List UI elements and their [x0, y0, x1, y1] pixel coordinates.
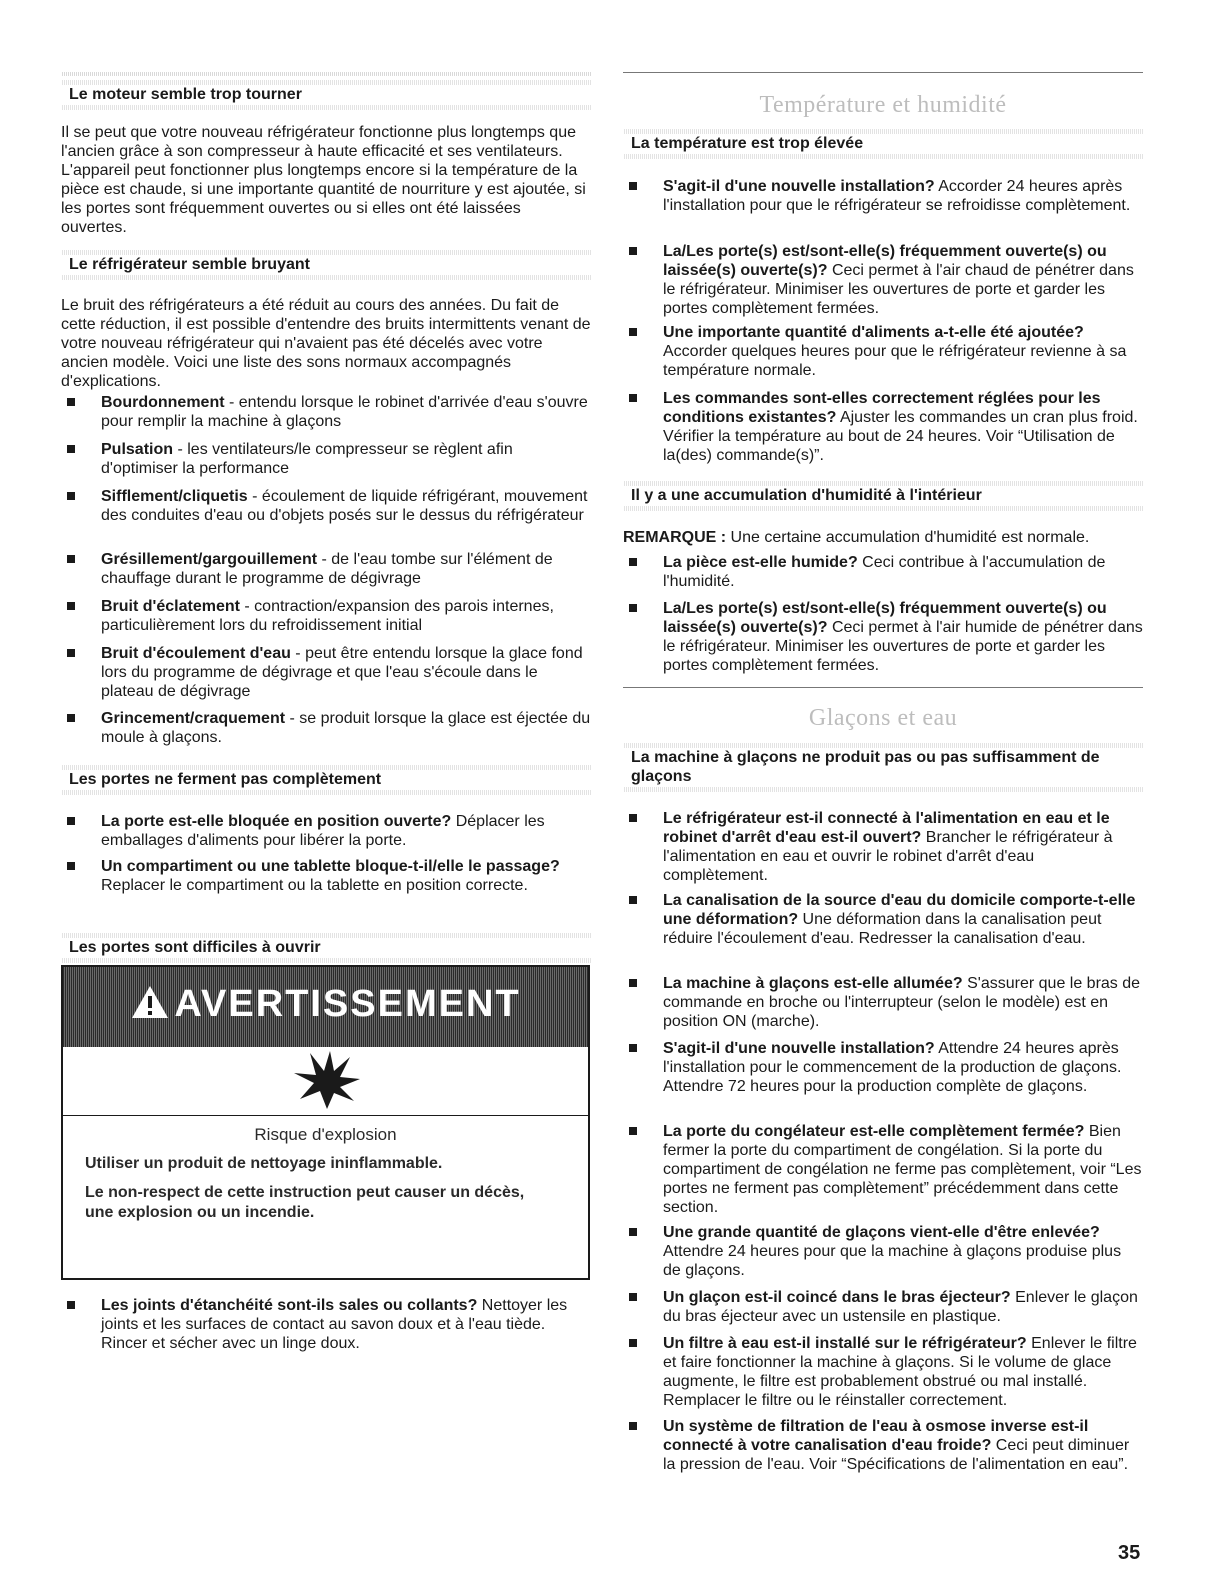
list-item: S'agit-il d'une nouvelle installation? Attendre 24 heures après l'installation pour le commencement de la production de glaçons. Attendre 72 heures pour la production complète de glaçons.	[623, 1039, 1143, 1096]
warning-line: Risque d'explosion	[254, 1125, 397, 1144]
list-item: La/Les porte(s) est/sont-elle(s) fréquemment ouverte(s) ou laissée(s) ouverte(s)? Ceci permet à l'air chaud de pénétrer dans le réfrigérateur. Minimiser les ouvertures de porte et garder les portes complètement fermées.	[623, 242, 1143, 318]
explosion-icon	[292, 1049, 362, 1111]
section-rule	[623, 687, 1143, 688]
list-item: La canalisation de la source d'eau du domicile comporte-t-elle une déformation? Une déformation dans la canalisation peut réduire l'écoulement d'eau. Redresser la canalisation d'eau.	[623, 891, 1143, 948]
heading-temperature-elevee: La température est trop élevée	[623, 129, 1143, 159]
list-item: Bruit d'écoulement d'eau - peut être entendu lorsque la glace fond lors du programme de dégivrage et que l'eau s'écoule dans le plateau de dégivrage	[61, 644, 591, 701]
list-item: Bourdonnement - entendu lorsque le robinet d'arrivée d'eau s'ouvre pour remplir la machine à glaçons	[61, 393, 591, 431]
heading-glacons: La machine à glaçons ne produit pas ou pas suffisamment de glaçons	[623, 743, 1143, 792]
heading-humidite: Il y a une accumulation d'humidité à l'intérieur	[623, 481, 1143, 511]
warning-line: Utiliser un produit de nettoyage ininflammable.	[85, 1155, 443, 1172]
list-item: Les commandes sont-elles correctement réglées pour les conditions existantes? Ajuster les commandes un cran plus froid. Vérifier la température au bout de 24 heures. Voir “Utilisation de la(des) commande(s)”.	[623, 389, 1143, 465]
list-item: Grésillement/gargouillement - de l'eau tombe sur l'élément de chauffage durant le programme de dégivrage	[61, 550, 591, 588]
list-item: Le réfrigérateur est-il connecté à l'alimentation en eau et le robinet d'arrêt d'eau est-il ouvert? Brancher le réfrigérateur à l'alimentation en eau et ouvrir le robinet d'arrêt d'eau complètement.	[623, 809, 1143, 885]
warning-banner	[63, 967, 588, 1047]
section-title-glacons: Glaçons et eau	[808, 705, 958, 731]
list-item: La machine à glaçons est-elle allumée? S'assurer que le bras de commande en broche ou l'interrupteur (selon le modèle) est en position ON (marche).	[623, 974, 1143, 1031]
list-item: La pièce est-elle humide? Ceci contribue à l'accumulation de l'humidité.	[623, 553, 1143, 591]
list-item: Une grande quantité de glaçons vient-elle d'être enlevée? Attendre 24 heures pour que la machine à glaçons produise plus de glaçons.	[623, 1223, 1143, 1280]
divider	[61, 72, 591, 76]
list-item: Pulsation - les ventilateurs/le compresseur se règlent afin d'optimiser la performance	[61, 440, 591, 478]
list-item: Un glaçon est-il coincé dans le bras éjecteur? Enlever le glaçon du bras éjecteur avec un ustensile en plastique.	[623, 1288, 1143, 1326]
list-item: La porte du congélateur est-elle complètement fermée? Bien fermer la porte du compartiment de congélation. Si la porte du compartiment de congélation ne ferme pas complètement, voir “Les portes ne ferment pas complètement” précédemment dans cette section.	[623, 1122, 1143, 1217]
heading-portes-difficiles: Les portes sont difficiles à ouvrir	[61, 933, 591, 963]
warning-line: Le non-respect de cette instruction peut causer un décès,	[85, 1184, 525, 1201]
list-item: Grincement/craquement - se produit lorsque la glace est éjectée du moule à glaçons.	[61, 709, 591, 747]
list-item: Une importante quantité d'aliments a-t-elle été ajoutée? Accorder quelques heures pour que le réfrigérateur revienne à sa température normale.	[623, 323, 1143, 380]
section-rule	[623, 72, 1143, 73]
section-title-temperature: Température et humidité	[759, 92, 1007, 118]
heading-portes-ferment: Les portes ne ferment pas complètement	[61, 765, 591, 795]
list-item: Un système de filtration de l'eau à osmose inverse est-il connecté à votre canalisation d'eau froide? Ceci peut diminuer la pression de l'eau. Voir “Spécifications de l'alimentation en eau”.	[623, 1417, 1143, 1474]
warning-line: une explosion ou un incendie.	[85, 1204, 315, 1221]
list-item: Un compartiment ou une tablette bloque-t-il/elle le passage? Replacer le compartiment ou la tablette en position correcte.	[61, 857, 591, 895]
list-item: Les joints d'étanchéité sont-ils sales ou collants? Nettoyer les joints et les surfaces de contact au savon doux et à l'eau tiède. Rincer et sécher avec un linge doux.	[61, 1296, 591, 1353]
warning-triangle-icon	[130, 984, 170, 1020]
warning-icon-area	[63, 1047, 588, 1116]
list-item: La porte est-elle bloquée en position ouverte? Déplacer les emballages d'aliments pour libérer la porte.	[61, 812, 591, 850]
page-number: 35	[1118, 1542, 1141, 1564]
list-item: La/Les porte(s) est/sont-elle(s) fréquemment ouverte(s) ou laissée(s) ouverte(s)? Ceci permet à l'air humide de pénétrer dans le réfrigérateur. Minimiser les ouvertures de porte et garder les portes complètement fermées.	[623, 599, 1143, 675]
heading-bruyant: Le réfrigérateur semble bruyant	[61, 250, 591, 280]
list-item: Sifflement/cliquetis - écoulement de liquide réfrigérant, mouvement des conduites d'eau ou d'objets posés sur le dessus du réfrigérateur	[61, 487, 591, 525]
list-item: Bruit d'éclatement - contraction/expansion des parois internes, particulièrement lors du refroidissement initial	[61, 597, 591, 635]
paragraph-bruyant: Le bruit des réfrigérateurs a été réduit au cours des années. Du fait de cette réduction, il est possible d'entendre des bruits intermittents venant de votre nouveau réfrigérateur qui n'avaient pas été décelés avec votre ancien modèle. Voici une liste des sons normaux accompagnés d'explications.	[61, 297, 591, 390]
paragraph-moteur: Il se peut que votre nouveau réfrigérateur fonctionne plus longtemps que l'ancien grâce à son compresseur à haute efficacité et ses ventilateurs. L'appareil peut fonctionner plus longtemps encore si la température de la pièce est chaude, si une importante quantité de nourriture y est ajoutée, si les portes sont fréquemment ouvertes ou si elles ont été laissées ouvertes.	[61, 124, 586, 236]
warning-box	[61, 965, 590, 1280]
heading-moteur: Le moteur semble trop tourner	[61, 80, 591, 110]
warning-title: AVERTISSEMENT	[63, 983, 588, 1026]
list-item: Un filtre à eau est-il installé sur le réfrigérateur? Enlever le filtre et faire fonctionner la machine à glaçons. Si le volume de glace augmente, le filtre est probablement obstrué ou mal installé. Remplacer le filtre ou le réinstaller correctement.	[623, 1334, 1143, 1410]
list-item: S'agit-il d'une nouvelle installation? Accorder 24 heures après l'installation pour que le réfrigérateur se refroidisse complètement.	[623, 177, 1143, 215]
note: REMARQUE : Une certaine accumulation d'humidité est normale.	[623, 529, 1090, 546]
